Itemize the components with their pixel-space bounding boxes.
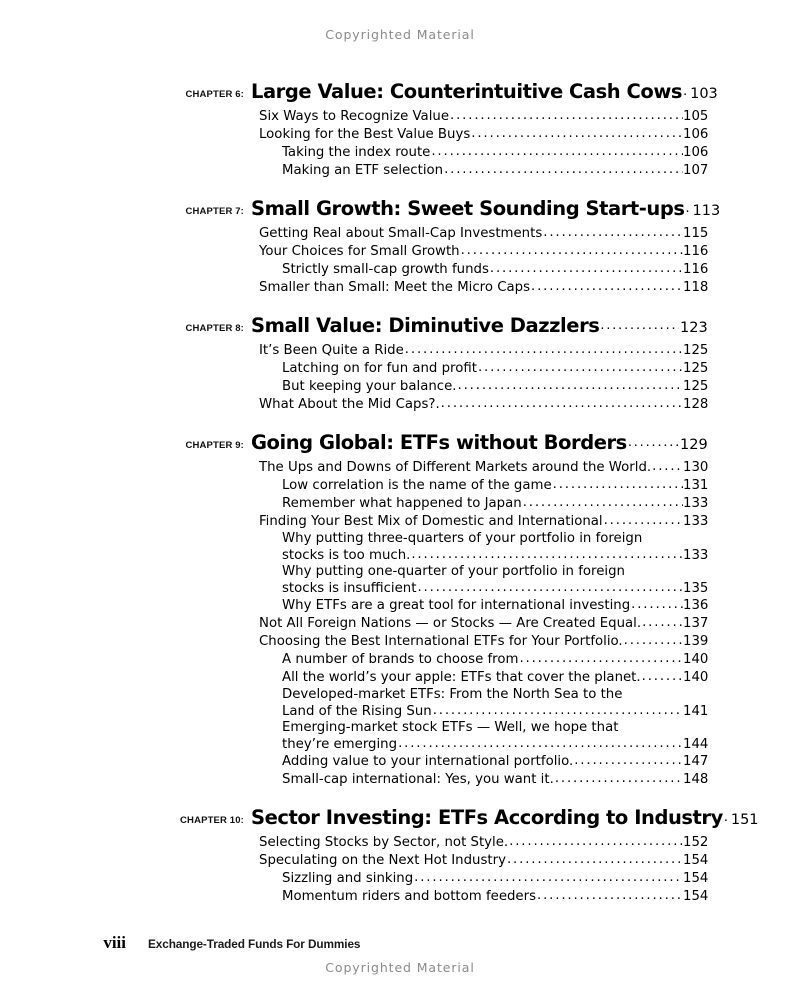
dot-leader	[414, 869, 683, 887]
toc-entry-label: Speculating on the Next Hot Industry	[259, 853, 506, 868]
toc-entry-label: Why ETFs are a great tool for international investing	[282, 598, 631, 613]
toc-entry-label: Your Choices for Small Growth	[259, 244, 460, 259]
toc-entry-label: Making an ETF selection	[282, 163, 444, 178]
toc-entry-page-number: 116	[683, 244, 709, 259]
dot-leader	[398, 736, 683, 753]
toc-entry-page-number: 141	[683, 703, 709, 719]
toc-entry[interactable]	[0, 687, 800, 720]
dot-leader	[553, 476, 683, 494]
toc-entry[interactable]	[0, 459, 800, 477]
dot-leader	[555, 770, 683, 788]
dot-leader	[444, 161, 683, 179]
chapter-block	[0, 314, 800, 414]
toc-entry[interactable]	[0, 261, 800, 279]
toc-entry-label: Looking for the Best Value Buys	[259, 127, 471, 142]
toc-entry-line2	[282, 704, 707, 721]
toc-entry-label: Selecting Stocks by Sector, not Style.	[259, 835, 509, 850]
dot-leader	[490, 260, 683, 278]
toc-entry-label: Taking the index route	[282, 145, 431, 160]
toc-entry-label: Remember what happened to Japan	[282, 496, 522, 511]
toc-entry-label: It’s Been Quite a Ride	[259, 343, 404, 358]
toc-entry-page-number: 106	[683, 127, 709, 142]
toc-entry[interactable]	[0, 225, 800, 243]
toc-entry-label-line1: Why putting one-quarter of your portfolio in foreign	[282, 564, 625, 579]
toc-entry-page-number: 154	[683, 871, 709, 886]
toc-entry-label: Finding Your Best Mix of Domestic and International	[259, 514, 603, 529]
toc-entry-line2	[282, 737, 707, 754]
dot-leader	[461, 242, 683, 260]
dot-leader	[600, 317, 679, 333]
toc-entry-page-number: 147	[683, 754, 709, 769]
dot-leader	[724, 809, 730, 825]
toc-entry[interactable]	[0, 396, 800, 414]
dot-leader	[471, 125, 683, 143]
chapter-page-number: 123	[680, 320, 708, 336]
toc-entry-page-number: 133	[683, 547, 709, 563]
toc-entry[interactable]	[0, 651, 800, 669]
toc-entry[interactable]	[0, 720, 800, 753]
toc-entry[interactable]	[0, 633, 800, 651]
chapter-heading[interactable]	[0, 806, 800, 829]
dot-leader	[433, 703, 683, 720]
chapter-title: Small Value: Diminutive Dazzlers	[251, 314, 600, 337]
toc-entry-label-line2: stocks is insufficient	[282, 580, 417, 596]
toc-entry-page-number: 116	[683, 262, 709, 277]
toc-entry-page-number: 152	[683, 835, 709, 850]
toc-entry[interactable]	[0, 564, 800, 597]
toc-entry-label: Strictly small-cap growth funds	[282, 262, 489, 277]
dot-leader	[509, 833, 683, 851]
toc-entry-label: Adding value to your international portfolio.	[282, 754, 574, 769]
toc-entry-label: Low correlation is the name of the game	[282, 478, 552, 493]
toc-entry[interactable]	[0, 342, 800, 360]
toc-entry-page-number: 125	[683, 361, 709, 376]
toc-entry-label-line1: Why putting three-quarters of your portfolio in foreign	[282, 531, 643, 546]
toc-entry-page-number: 154	[683, 889, 709, 904]
toc-entry-page-number: 128	[683, 397, 709, 412]
toc-entry[interactable]	[0, 243, 800, 261]
dot-leader	[450, 107, 683, 125]
toc-entry-page-number: 154	[683, 853, 709, 868]
toc-entry-label: Smaller than Small: Meet the Micro Caps	[259, 280, 531, 295]
chapter-title: Small Growth: Sweet Sounding Start-ups	[251, 197, 685, 220]
dot-leader	[631, 596, 683, 614]
toc-entry[interactable]	[0, 108, 800, 126]
toc-entry-label: The Ups and Downs of Different Markets around the World.	[259, 460, 652, 475]
chapter-heading[interactable]	[0, 431, 800, 454]
dot-leader	[478, 359, 683, 377]
copyright-watermark-top: Copyrighted Material	[325, 27, 475, 42]
toc-entry-page-number: 139	[683, 634, 709, 649]
chapter-heading[interactable]	[0, 314, 800, 337]
toc-entry-page-number: 125	[683, 379, 709, 394]
toc-entry[interactable]	[0, 597, 800, 615]
toc-entry-page-number: 144	[683, 736, 709, 752]
page-folio: viii	[103, 933, 126, 952]
toc-entry-line2	[282, 548, 707, 565]
dot-leader	[523, 494, 683, 512]
toc-entry[interactable]	[0, 753, 800, 771]
toc-entry-label: Sizzling and sinking	[282, 871, 414, 886]
dot-leader	[537, 887, 683, 905]
toc-entry-page-number: 131	[683, 478, 709, 493]
toc-entry[interactable]	[0, 669, 800, 687]
dot-leader	[411, 547, 683, 564]
dot-leader	[441, 395, 683, 413]
toc-entry-label-line2: they’re emerging	[282, 736, 398, 752]
dot-leader	[628, 434, 679, 450]
dot-leader	[431, 143, 683, 161]
dot-leader	[405, 341, 683, 359]
toc-entry[interactable]	[0, 834, 800, 852]
toc-entry[interactable]	[0, 144, 800, 162]
dot-leader	[519, 650, 683, 668]
dot-leader	[652, 458, 683, 476]
dot-leader	[604, 512, 683, 530]
chapter-page-number: 129	[680, 437, 708, 453]
table-of-contents	[0, 80, 800, 906]
toc-entry[interactable]	[0, 513, 800, 531]
toc-entry-label-line1: Developed-market ETFs: From the North Sea to the	[282, 687, 623, 702]
dot-leader	[683, 83, 689, 99]
toc-entry[interactable]	[0, 378, 800, 396]
chapter-heading[interactable]	[0, 197, 800, 220]
toc-entry-page-number: 105	[683, 109, 709, 124]
chapter-page-number: 113	[692, 203, 721, 219]
chapter-number-label: CHAPTER 8:	[185, 323, 244, 334]
chapter-title: Sector Investing: ETFs According to Industry	[251, 806, 723, 829]
chapter-number-label: CHAPTER 9:	[185, 440, 244, 451]
chapter-number-label: CHAPTER 10:	[180, 815, 244, 826]
dot-leader	[642, 668, 683, 686]
toc-entry-page-number: 140	[683, 652, 709, 667]
toc-entry[interactable]	[0, 870, 800, 888]
toc-entry-page-number: 133	[683, 514, 709, 529]
dot-leader	[574, 752, 683, 770]
toc-entry[interactable]	[0, 852, 800, 870]
toc-entry-label: Choosing the Best International ETFs for Your Portfolio.	[259, 634, 623, 649]
toc-entry-page-number: 133	[683, 496, 709, 511]
chapter-number-label: CHAPTER 7:	[185, 206, 244, 217]
toc-entry[interactable]	[0, 477, 800, 495]
toc-entry-page-number: 107	[683, 163, 709, 178]
running-head-title: Exchange-Traded Funds For Dummies	[148, 937, 361, 951]
dot-leader	[686, 200, 692, 216]
toc-entry-page-number: 148	[683, 772, 709, 787]
toc-entry-line2	[282, 581, 707, 598]
chapter-block	[0, 197, 800, 297]
toc-entry-label: Not All Foreign Nations — or Stocks — Are Created Equal.	[259, 616, 642, 631]
toc-entry-page-number: 125	[683, 343, 709, 358]
toc-entry[interactable]	[0, 615, 800, 633]
toc-entry-label: Getting Real about Small-Cap Investments	[259, 226, 543, 241]
toc-entry-page-number: 115	[683, 226, 709, 241]
chapter-page-number: 103	[690, 86, 718, 102]
toc-entry-page-number: 130	[683, 460, 709, 475]
dot-leader	[642, 614, 683, 632]
toc-entry-page-number: 140	[683, 670, 709, 685]
toc-entry-page-number: 118	[683, 280, 709, 295]
toc-entry-label: Small-cap international: Yes, you want it.	[282, 772, 554, 787]
toc-entry-label: What About the Mid Caps?.	[259, 397, 440, 412]
dot-leader	[417, 580, 683, 597]
chapter-block	[0, 431, 800, 789]
dot-leader	[624, 632, 683, 650]
chapter-heading[interactable]	[0, 80, 800, 103]
toc-entry[interactable]	[0, 495, 800, 513]
dot-leader	[531, 278, 683, 296]
toc-entry[interactable]	[0, 771, 800, 789]
toc-entry-label: Latching on for fun and profit	[282, 361, 477, 376]
chapter-block	[0, 806, 800, 906]
copyright-watermark-bottom: Copyrighted Material	[325, 960, 475, 975]
toc-entry-label: Six Ways to Recognize Value	[259, 109, 450, 124]
toc-entry-label-line2: stocks is too much.	[282, 547, 411, 563]
toc-entry-label-line1: Emerging-market stock ETFs — Well, we hope that	[282, 720, 619, 735]
chapter-page-number: 151	[730, 812, 759, 828]
toc-entry[interactable]	[0, 531, 800, 564]
toc-entry-page-number: 137	[683, 616, 709, 631]
toc-entry[interactable]	[0, 279, 800, 297]
toc-entry-label: All the world’s your apple: ETFs that cover the planet.	[282, 670, 641, 685]
toc-entry[interactable]	[0, 162, 800, 180]
toc-entry[interactable]	[0, 126, 800, 144]
toc-entry-label: Momentum riders and bottom feeders	[282, 889, 537, 904]
chapter-title: Large Value: Counterintuitive Cash Cows	[251, 80, 683, 103]
toc-entry-label: A number of brands to choose from	[282, 652, 519, 667]
chapter-title: Going Global: ETFs without Borders	[251, 431, 627, 454]
toc-entry-page-number: 106	[683, 145, 709, 160]
toc-entry-page-number: 135	[683, 580, 709, 596]
dot-leader	[543, 224, 683, 242]
chapter-number-label: CHAPTER 6:	[185, 89, 244, 100]
page-footer	[0, 933, 800, 953]
chapter-block	[0, 80, 800, 180]
dot-leader	[458, 377, 683, 395]
toc-entry-label: But keeping your balance.	[282, 379, 457, 394]
toc-entry[interactable]	[0, 360, 800, 378]
toc-entry[interactable]	[0, 888, 800, 906]
toc-entry-label-line2: Land of the Rising Sun	[282, 703, 432, 719]
toc-entry-page-number: 136	[683, 598, 709, 613]
dot-leader	[507, 851, 683, 869]
